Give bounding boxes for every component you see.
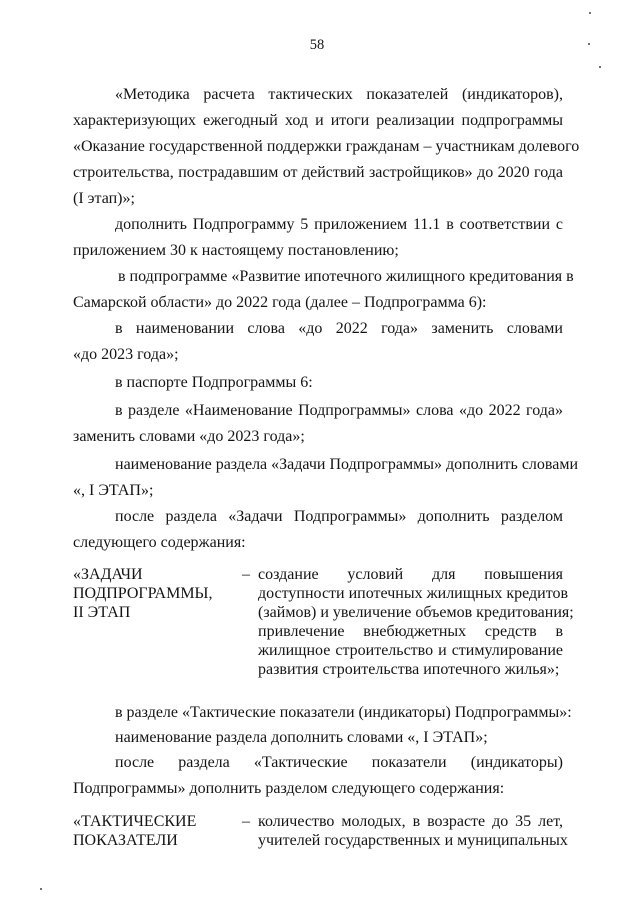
indicators-dash: – [242,813,250,830]
text-line: Самарской области» до 2022 года (далее – Подпрограмма 6): [73,294,487,311]
text-line: в подпрограмме «Развитие ипотечного жилищного кредитования в [118,268,574,285]
text-line: наименование раздела «Задачи Подпрограммы» дополнить словами [115,456,579,473]
tasks-label-line: ПОДПРОГРАММЫ, [73,585,213,602]
tasks-dash: – [242,566,250,583]
tasks-text-line: создание условий для повышения [258,566,563,583]
text-line: «Оказание государственной поддержки гражданам – участникам долевого [73,138,580,155]
text-line: после раздела «Задачи Подпрограммы» дополнить разделом [115,508,563,525]
text-line: (I этап)»; [73,190,135,207]
text-line: строительства, пострадавшим от действий застройщиков» до 2020 года [73,164,563,181]
text-line: в паспорте Подпрограммы 6: [115,374,313,391]
text-line: «до 2023 года»; [73,346,179,363]
indicators-label-line: «ТАКТИЧЕСКИЕ [73,813,197,830]
text-line: «Методика расчета тактических показателей (индикаторов), [115,86,563,103]
text-line: заменить словами «до 2023 года»; [73,428,305,445]
tasks-text-line: привлечение внебюджетных средств в [258,623,563,640]
text-line: Подпрограммы» дополнить разделом следующего содержания: [73,780,505,797]
indicators-text-line: количество молодых, в возрасте до 35 лет, [258,813,563,830]
scan-speck [589,12,591,14]
text-line: «, I ЭТАП»; [73,482,154,499]
tasks-text-line: доступности ипотечных жилищных кредитов [258,585,569,602]
text-line: после раздела «Тактические показатели (индикаторы) [115,754,563,771]
indicators-text-line: учителей государственных и муниципальных [258,832,568,849]
text-line: приложением 30 к настоящему постановлению; [73,242,399,259]
indicators-label-line: ПОКАЗАТЕЛИ [73,832,178,849]
text-line: в разделе «Наименование Подпрограммы» слова «до 2022 года» [115,402,563,419]
scan-speck [588,43,590,45]
scan-speck [40,888,42,890]
scan-speck [599,66,601,68]
tasks-text-line: жилищное строительство и стимулирование [258,642,563,659]
text-line: наименование раздела дополнить словами «, I ЭТАП»; [115,729,488,746]
text-line: характеризующих ежегодный ход и итоги реализации подпрограммы [73,112,563,129]
text-line: в наименовании слова «до 2022 года» заменить словами [115,320,563,337]
text-line: следующего содержания: [73,534,246,551]
text-line: в разделе «Тактические показатели (индикаторы) Подпрограммы»: [115,704,572,721]
tasks-label-line: «ЗАДАЧИ [73,566,143,583]
text-line: дополнить Подпрограмму 5 приложением 11.1 в соответствии с [115,216,563,233]
tasks-text-line: (займов) и увеличение объемов кредитования; [258,604,574,621]
page-number: 58 [309,37,325,53]
tasks-label-line: II ЭТАП [73,604,131,621]
tasks-text-line: развития строительства ипотечного жилья»; [258,661,560,678]
